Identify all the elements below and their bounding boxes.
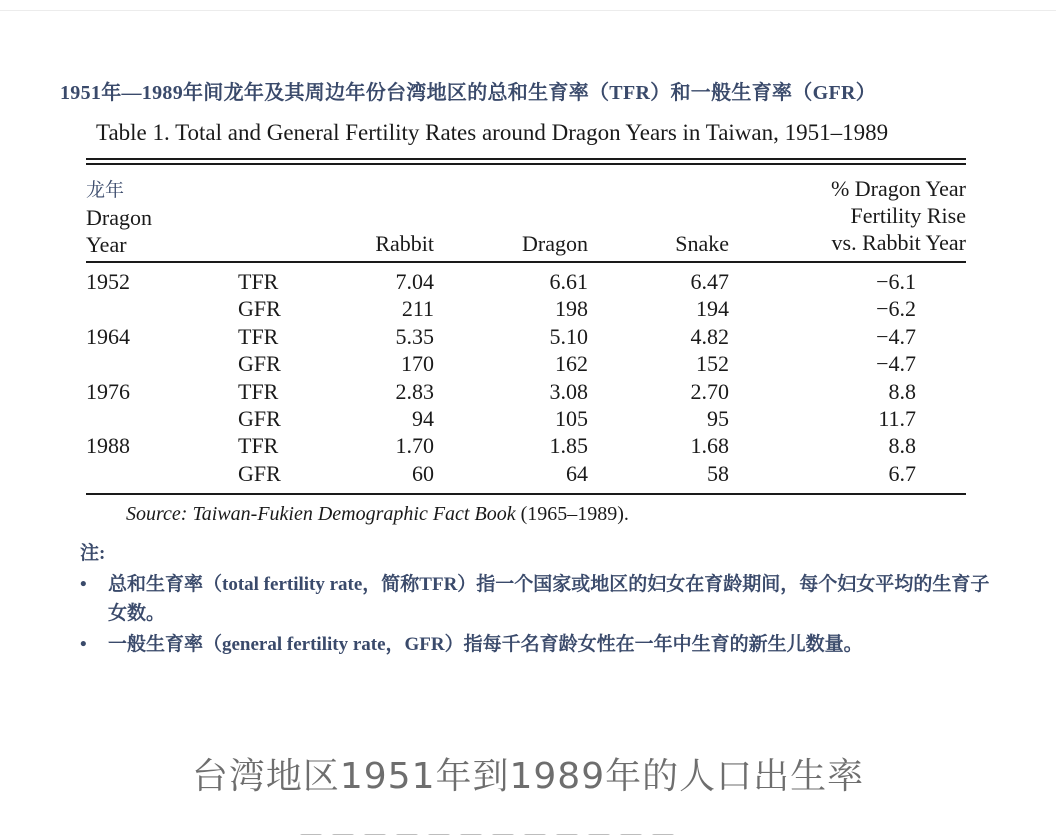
chinese-title: 1951年—1989年间龙年及其周边年份台湾地区的总和生育率（TFR）和一般生育率（GFR） bbox=[60, 82, 877, 104]
cell-dragon: 1.85 bbox=[549, 433, 588, 459]
cell-rise: 6.7 bbox=[888, 460, 916, 486]
header-rabbit: Rabbit bbox=[375, 231, 434, 256]
table-bottom-rule bbox=[86, 493, 966, 495]
table-row bbox=[86, 432, 966, 459]
cell-year: 1952 bbox=[86, 269, 130, 294]
cell-dragon: 3.08 bbox=[549, 378, 588, 404]
header-dragon-year bbox=[86, 177, 206, 258]
cell-dragon: 64 bbox=[566, 460, 588, 486]
header-fertility-rise bbox=[770, 175, 966, 256]
cell-snake: 58 bbox=[707, 460, 729, 486]
table-row bbox=[86, 323, 966, 350]
cell-year: 1976 bbox=[86, 378, 130, 404]
cell-snake: 152 bbox=[696, 351, 729, 377]
source-label: Source: bbox=[126, 503, 188, 525]
note-text-tfr: 总和生育率（total fertility rate，简称TFR）指一个国家或地区的妇女在育龄期间，每个妇女平均的生育子女数。 bbox=[108, 574, 990, 624]
table-row bbox=[86, 378, 966, 405]
table-row bbox=[86, 350, 966, 377]
cell-measure: TFR bbox=[238, 378, 279, 404]
cell-rise: 8.8 bbox=[888, 433, 916, 459]
source-years: (1965–1989). bbox=[520, 503, 629, 525]
cell-measure: GFR bbox=[238, 351, 281, 377]
cell-dragon: 6.61 bbox=[549, 269, 588, 294]
table-row bbox=[86, 268, 966, 295]
header-year-cn: 龙年 bbox=[86, 180, 125, 201]
cell-measure: TFR bbox=[238, 269, 279, 294]
header-snake: Snake bbox=[675, 231, 729, 256]
top-divider bbox=[0, 10, 1056, 11]
cell-rabbit: 7.04 bbox=[395, 269, 434, 294]
cell-rise: −4.7 bbox=[876, 323, 916, 349]
cell-snake: 194 bbox=[696, 296, 729, 322]
note-item bbox=[80, 630, 1000, 659]
cell-dragon: 105 bbox=[555, 405, 588, 431]
cell-rabbit: 60 bbox=[412, 460, 434, 486]
cell-measure: GFR bbox=[238, 460, 281, 486]
cell-rise: −6.1 bbox=[876, 269, 916, 294]
cell-snake: 6.47 bbox=[690, 269, 729, 294]
cell-rabbit: 94 bbox=[412, 405, 434, 431]
cell-rabbit: 211 bbox=[401, 296, 434, 322]
cell-dragon: 162 bbox=[555, 351, 588, 377]
table-title: Table 1. Total and General Fertility Rates around Dragon Years in Taiwan, 1951–1989 bbox=[96, 120, 889, 145]
cell-dragon: 198 bbox=[555, 296, 588, 322]
fertility-table bbox=[86, 268, 966, 487]
header-bottom-rule bbox=[86, 261, 966, 263]
header-rise-line1: % Dragon Year bbox=[830, 176, 966, 201]
bullet-icon: • bbox=[80, 634, 87, 655]
cell-rise: −4.7 bbox=[876, 351, 916, 377]
header-rise-line3: vs. Rabbit Year bbox=[831, 230, 966, 255]
header-year-line1: Dragon bbox=[86, 205, 152, 230]
bullet-icon: • bbox=[80, 574, 87, 595]
note-text-gfr: 一般生育率（general fertility rate，GFR）指每千名育龄女性在一年中生育的新生儿数量。 bbox=[108, 634, 863, 655]
cell-year: 1964 bbox=[86, 323, 130, 349]
notes-label: 注: bbox=[80, 543, 106, 564]
cell-measure: TFR bbox=[238, 433, 279, 459]
image-caption: 台湾地区1951年到1989年的人口出生率 bbox=[191, 756, 865, 797]
cell-snake: 2.70 bbox=[690, 378, 729, 404]
cell-year: 1988 bbox=[86, 433, 130, 459]
cell-rabbit: 5.35 bbox=[395, 323, 434, 349]
table-top-rule bbox=[86, 158, 966, 160]
cell-rabbit: 1.70 bbox=[395, 433, 434, 459]
cell-rabbit: 2.83 bbox=[395, 378, 434, 404]
table-row bbox=[86, 460, 966, 487]
cell-measure: GFR bbox=[238, 296, 281, 322]
cell-snake: 95 bbox=[707, 405, 729, 431]
table-row bbox=[86, 405, 966, 432]
header-rise-line2: Fertility Rise bbox=[850, 203, 966, 228]
cell-snake: 4.82 bbox=[690, 323, 729, 349]
cell-rise: 8.8 bbox=[888, 378, 916, 404]
cell-rise: −6.2 bbox=[876, 296, 916, 322]
header-dragon: Dragon bbox=[522, 231, 588, 256]
note-item bbox=[80, 570, 1000, 628]
header-year-line2: Year bbox=[86, 232, 127, 257]
cell-rabbit: 170 bbox=[401, 351, 434, 377]
cell-measure: GFR bbox=[238, 405, 281, 431]
source-book: Taiwan-Fukien Demographic Fact Book bbox=[192, 503, 516, 525]
table-source bbox=[126, 503, 629, 526]
table-row bbox=[86, 295, 966, 322]
cell-measure: TFR bbox=[238, 323, 279, 349]
cell-dragon: 5.10 bbox=[549, 323, 588, 349]
cell-rise: 11.7 bbox=[878, 405, 916, 431]
notes-section bbox=[80, 540, 1000, 659]
cropped-text-fragment bbox=[300, 824, 760, 835]
cell-snake: 1.68 bbox=[690, 433, 729, 459]
table-top-rule-double bbox=[86, 163, 966, 165]
